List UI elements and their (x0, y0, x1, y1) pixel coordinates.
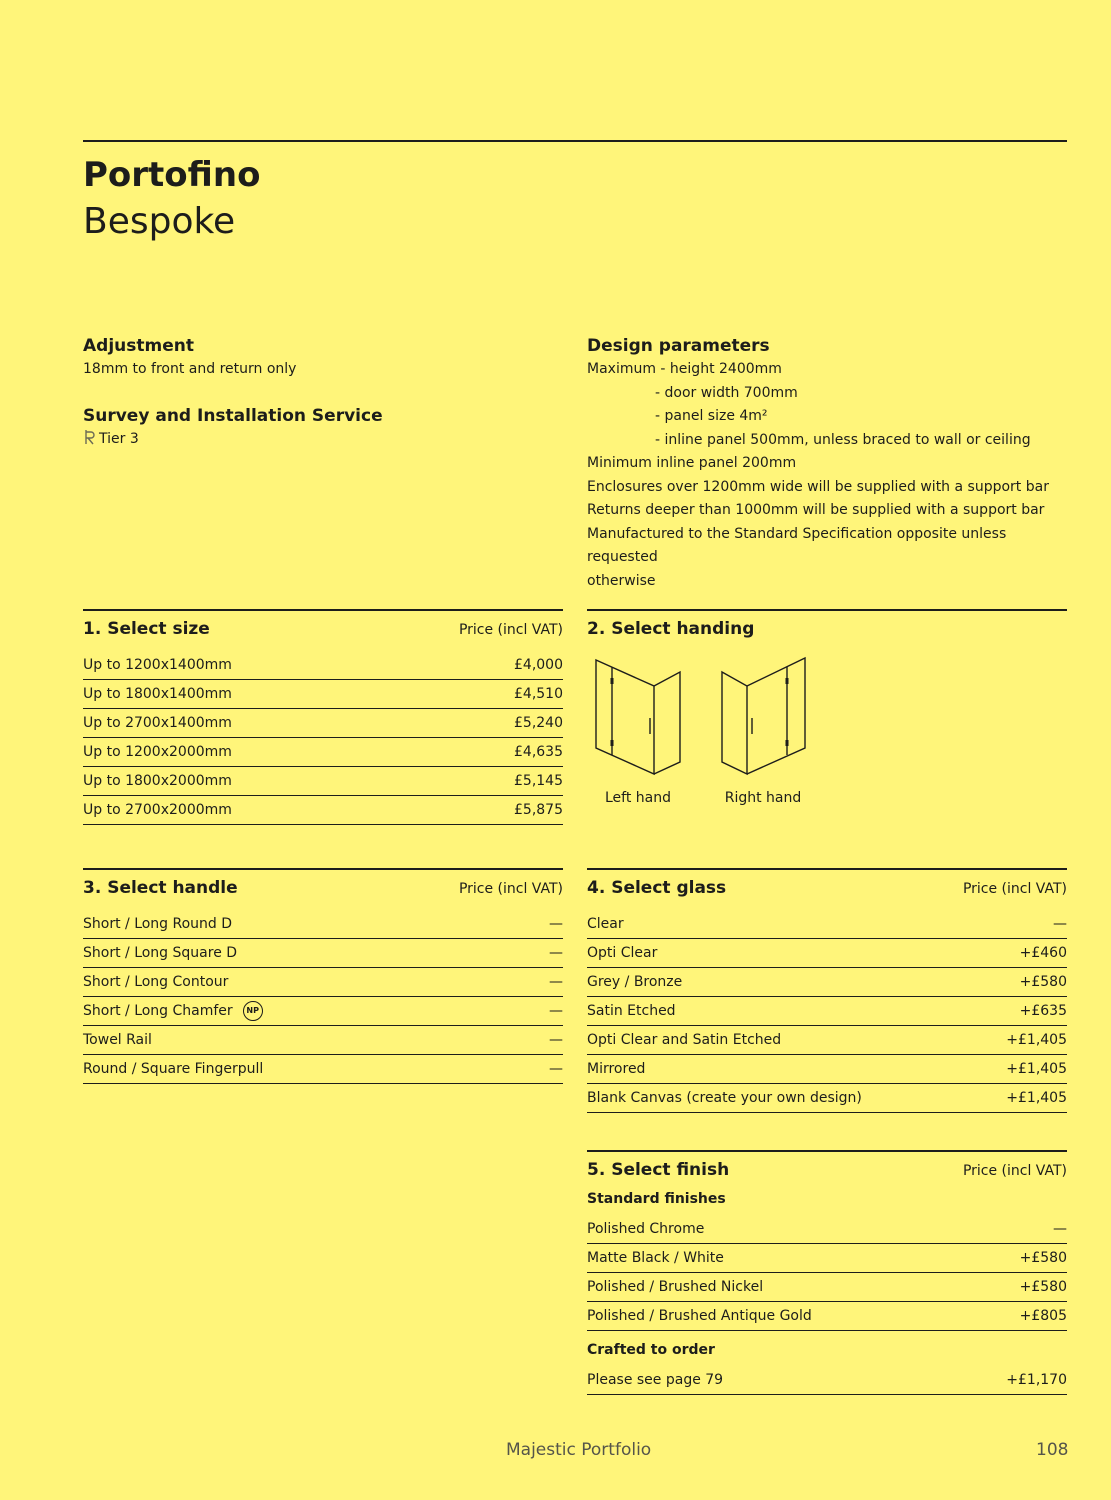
option-price: £5,240 (514, 715, 563, 731)
option-price: — (549, 1032, 563, 1048)
option-price: £4,510 (514, 686, 563, 702)
option-price: — (1053, 916, 1067, 932)
glass-option-row[interactable] (587, 1026, 1067, 1055)
option-label: Grey / Bronze (587, 974, 683, 990)
right-hand-label: Right hand (724, 790, 802, 806)
option-price: +£1,405 (1006, 1061, 1067, 1077)
option-price: — (1053, 1221, 1067, 1237)
option-label: Matte Black / White (587, 1250, 724, 1266)
finish-option-row[interactable] (587, 1273, 1067, 1302)
right-hand-enclosure-icon (715, 652, 815, 782)
option-price: — (549, 1003, 563, 1019)
option-label: Up to 2700x1400mm (83, 715, 232, 731)
option-label: Up to 2700x2000mm (83, 802, 232, 818)
glass-heading: 4. Select glass (587, 878, 727, 898)
price-label: Price (incl VAT) (458, 881, 563, 897)
option-label: Up to 1800x1400mm (83, 686, 232, 702)
crafted-to-order-heading: Crafted to order (587, 1342, 715, 1358)
adjustment-heading: Adjustment (83, 336, 194, 356)
price-label: Price (incl VAT) (458, 622, 563, 638)
option-label-wrap (83, 1001, 263, 1021)
option-label: Short / Long Chamfer (83, 1003, 233, 1019)
handing-section (587, 609, 1067, 651)
option-price: +£1,170 (1006, 1372, 1067, 1388)
price-label: Price (incl VAT) (962, 1163, 1067, 1179)
option-label: Up to 1800x2000mm (83, 773, 232, 789)
finish-option-row[interactable] (587, 1244, 1067, 1273)
option-price: — (549, 945, 563, 961)
size-option-row[interactable] (83, 709, 563, 738)
option-label: Mirrored (587, 1061, 646, 1077)
option-price: +£635 (1019, 1003, 1067, 1019)
page-title: Portofino (83, 155, 261, 195)
option-price: £5,875 (514, 802, 563, 818)
top-rule (83, 140, 1067, 142)
design-line: - panel size 4m² (655, 408, 768, 424)
np-badge-icon: NP (243, 1001, 263, 1021)
finish-section (587, 1150, 1067, 1395)
glass-option-row[interactable] (587, 997, 1067, 1026)
left-hand-option[interactable] (590, 652, 690, 812)
handle-section (83, 868, 563, 1084)
design-line: Maximum - height 2400mm (587, 361, 782, 377)
adjustment-text: 18mm to front and return only (83, 361, 297, 377)
handle-option-row[interactable] (83, 968, 563, 997)
handle-option-row[interactable] (83, 939, 563, 968)
design-heading: Design parameters (587, 336, 770, 356)
survey-heading: Survey and Installation Service (83, 406, 383, 426)
option-label: Up to 1200x2000mm (83, 744, 232, 760)
option-price: +£805 (1019, 1308, 1067, 1324)
adjustment-block (83, 334, 553, 382)
option-price: +£1,405 (1006, 1032, 1067, 1048)
tier-symbol-icon (83, 429, 95, 445)
design-line: - door width 700mm (655, 384, 798, 401)
option-label: Satin Etched (587, 1003, 676, 1019)
handing-header (587, 611, 1067, 651)
design-block (587, 334, 1067, 593)
option-label: Short / Long Contour (83, 974, 229, 990)
option-label: Polished / Brushed Nickel (587, 1279, 764, 1295)
option-price: £5,145 (514, 773, 563, 789)
option-label: Round / Square Fingerpull (83, 1061, 264, 1077)
handle-header (83, 870, 563, 910)
glass-option-row[interactable] (587, 968, 1067, 997)
handle-heading: 3. Select handle (83, 878, 238, 898)
option-label: Opti Clear and Satin Etched (587, 1032, 782, 1048)
price-label: Price (incl VAT) (962, 881, 1067, 897)
option-label: Opti Clear (587, 945, 658, 961)
option-label: Short / Long Round D (83, 916, 233, 932)
glass-header (587, 870, 1067, 910)
option-price: +£460 (1019, 945, 1067, 961)
option-price: — (549, 916, 563, 932)
option-price: +£580 (1019, 974, 1067, 990)
glass-option-row[interactable] (587, 1084, 1067, 1113)
design-line: Enclosures over 1200mm wide will be supplied with a support bar (587, 478, 1049, 495)
option-price: — (549, 974, 563, 990)
glass-option-row[interactable] (587, 910, 1067, 939)
handle-option-row[interactable] (83, 997, 563, 1026)
finish-header (587, 1152, 1067, 1188)
handle-option-row[interactable] (83, 1055, 563, 1084)
handing-heading: 2. Select handing (587, 619, 755, 639)
size-heading: 1. Select size (83, 619, 210, 639)
glass-option-row[interactable] (587, 1055, 1067, 1084)
option-label: Up to 1200x1400mm (83, 657, 232, 673)
option-price: +£580 (1019, 1279, 1067, 1295)
survey-block (83, 404, 553, 452)
design-line: otherwise (587, 572, 656, 589)
option-price: — (549, 1061, 563, 1077)
option-label: Polished Chrome (587, 1221, 705, 1237)
glass-section (587, 868, 1067, 1113)
size-section (83, 609, 563, 825)
size-option-row[interactable] (83, 651, 563, 680)
option-label: Please see page 79 (587, 1372, 724, 1388)
size-option-row[interactable] (83, 680, 563, 709)
option-label: Polished / Brushed Antique Gold (587, 1308, 812, 1324)
left-hand-label: Left hand (604, 790, 671, 806)
option-label: Short / Long Square D (83, 945, 238, 961)
option-label: Blank Canvas (create your own design) (587, 1090, 862, 1106)
glass-option-row[interactable] (587, 939, 1067, 968)
finish-heading: 5. Select finish (587, 1160, 730, 1180)
design-line: Manufactured to the Standard Specification opposite unless requested (587, 525, 1007, 565)
option-price: £4,000 (514, 657, 563, 673)
design-line: Returns deeper than 1000mm will be supplied with a support bar (587, 502, 1045, 518)
size-option-row[interactable] (83, 796, 563, 825)
size-header (83, 611, 563, 651)
standard-finishes-heading: Standard finishes (587, 1191, 726, 1207)
size-option-row[interactable] (83, 738, 563, 767)
survey-tier (83, 428, 553, 452)
crafted-option-row[interactable] (587, 1366, 1067, 1395)
design-line: - inline panel 500mm, unless braced to wall or ceiling (655, 431, 1031, 448)
footer-brand: Majestic Portfolio (506, 1440, 652, 1460)
page-number: 108 (1036, 1440, 1069, 1460)
option-price: +£580 (1019, 1250, 1067, 1266)
right-hand-option[interactable] (715, 652, 815, 812)
handle-option-row[interactable] (83, 1026, 563, 1055)
option-price: +£1,405 (1006, 1090, 1067, 1106)
option-label: Towel Rail (83, 1032, 152, 1048)
finish-option-row[interactable] (587, 1215, 1067, 1244)
design-line: Minimum inline panel 200mm (587, 455, 797, 471)
option-label: Clear (587, 916, 624, 932)
finish-option-row[interactable] (587, 1302, 1067, 1331)
size-option-row[interactable] (83, 767, 563, 796)
option-price: £4,635 (514, 744, 563, 760)
left-hand-enclosure-icon (590, 652, 690, 782)
handle-option-row[interactable] (83, 910, 563, 939)
tier-label: Tier 3 (99, 431, 139, 447)
page-subtitle: Bespoke (83, 201, 236, 242)
